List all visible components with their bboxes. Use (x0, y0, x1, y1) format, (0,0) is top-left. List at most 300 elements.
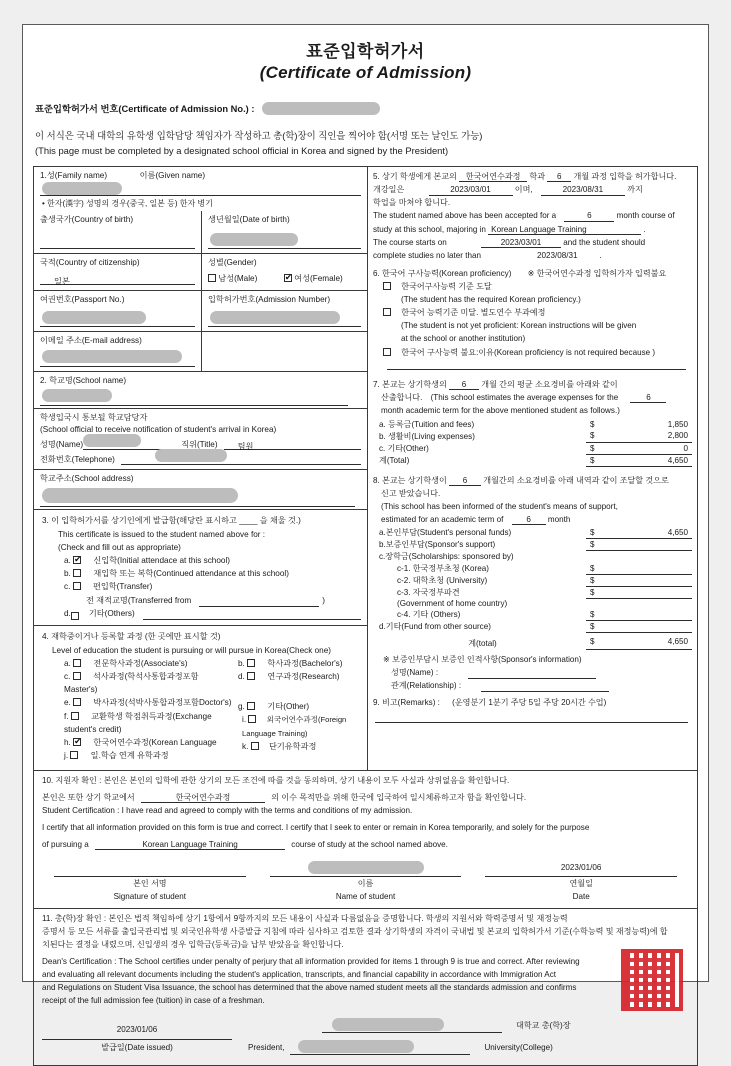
item4-label-b: 학사과정(Bachelor's) (267, 659, 343, 669)
item10-ko-2b: 의 이수 목적만을 위해 한국에 입국하여 일시체류하고자 함을 확인합니다. (271, 793, 527, 803)
item4-option-k (242, 740, 378, 753)
item4-checkbox-d[interactable] (247, 672, 255, 680)
item4-checkbox-c[interactable] (73, 672, 81, 680)
item9-remarks-input[interactable] (375, 719, 688, 723)
item8-section (373, 474, 692, 693)
item6-reason-input[interactable] (387, 366, 686, 370)
date-of-birth-cell (202, 211, 367, 253)
item6-desc-2b: at the school or another institution) (401, 334, 526, 344)
item8-sponsor-name-input[interactable] (468, 668, 596, 679)
school-address-label: 학교주소(School address) (40, 474, 134, 484)
item6-desc-2a: (The student is not yet proficient: Korean instructions will be given (401, 321, 637, 331)
item11-en-1: Dean's Certification : The School certifies under penalty of perjury that all information provided for items 1 through 9 is true and correct. After reviewing (42, 957, 580, 967)
item5-start-date[interactable]: 2023/03/01 (429, 185, 513, 195)
item8-row5-amount (602, 587, 692, 599)
header-notice (35, 129, 708, 158)
item10-name-input[interactable] (270, 862, 462, 877)
item4-label-f: 교환학생 학점취득과정(Exchange student's credit) (64, 711, 212, 734)
item7-row3-label: 계(Total) (379, 455, 410, 465)
item8-row3-label: c-1. 한국정부초청 (Korea) (397, 564, 489, 574)
family-name-label: 1.성(Family name) (40, 171, 108, 181)
item3-others-input[interactable] (143, 609, 361, 620)
item8-row7-label: c-4. 기타 (Others) (397, 610, 461, 620)
item11-univ-bottom-caption: University(College) (484, 1042, 553, 1052)
item4-key-g: g. (238, 702, 245, 712)
item8-row7-amount (602, 609, 692, 621)
item10-name-cell (258, 862, 474, 902)
item4-options-right (238, 657, 378, 753)
item7-section (373, 378, 692, 467)
item4-label-e: 박사과정(석박사통합과정포함Doctor's) (93, 698, 232, 708)
item4-key-j: j. (64, 750, 69, 760)
item5-line7 (373, 249, 692, 262)
citizenship-label: 국적(Country of citizenship) (40, 258, 140, 268)
item8-row0-currency: $ (586, 527, 602, 539)
item4-checkbox-e[interactable] (73, 698, 81, 706)
email-redacted (42, 350, 182, 363)
item8-row8-amount (602, 621, 692, 633)
school-address-redacted (42, 488, 238, 503)
left-column (34, 167, 368, 770)
item4-options-left (42, 657, 232, 762)
country-of-birth-input[interactable] (40, 235, 195, 249)
official-title-value: 팀원 (237, 442, 254, 452)
item8-en-2a: estimated for an academic term of (381, 514, 504, 524)
item3-checkbox-a[interactable] (73, 556, 81, 564)
item6-label-1-ko: 한국어구사능력 기준 도달 (401, 282, 492, 292)
table-row (373, 539, 692, 551)
gender-male-checkbox[interactable] (208, 274, 216, 282)
item7-row2-currency: $ (586, 442, 602, 454)
item11-issued-date-line (42, 1037, 232, 1040)
item5-en-3b: and the student should (563, 237, 646, 247)
item8-row7-currency: $ (586, 609, 602, 621)
item8-row0-amount: 4,650 (602, 527, 692, 539)
item4-option-j (64, 749, 232, 762)
email-empty-cell (202, 332, 367, 370)
date-of-birth-label: 생년월일(Date of birth) (208, 214, 290, 224)
item3-transferred-close: ) (322, 595, 325, 605)
item8-row2-currency (586, 551, 602, 563)
item4-key-a: a. (64, 659, 71, 669)
header-notice-en: (This page must be completed by a designated school official in Korea and signed by the President) (35, 144, 449, 156)
table-row (373, 621, 692, 633)
item8-sponsor-rel-input[interactable] (481, 681, 609, 692)
item6-heading-row (373, 267, 692, 280)
item4-key-k: k. (242, 741, 249, 751)
item9-row (373, 696, 692, 709)
item5-en-1b: month course of (616, 211, 675, 221)
item5-ko-1b: 학과 (529, 172, 546, 182)
item11-ko-3: 치된다는 결정을 내렸으며, 신입생의 경우 입학금(등록금)을 납부 받았음을 확인합니다. (42, 940, 344, 950)
school-name-input[interactable] (40, 392, 348, 406)
item10-line3 (42, 839, 689, 852)
item8-en-2b: month (547, 514, 571, 524)
item8-line1 (373, 474, 692, 487)
item5-start-date-en[interactable]: 2023/03/01 (481, 238, 561, 248)
item11-en-4: receipt of the full admission fee (tuition) in case of a freshman. (42, 995, 265, 1005)
hanja-note: • 한자(漢字) 성명의 경우(중국, 일본 등) 한자 병기 (42, 198, 213, 208)
item3-section (34, 510, 367, 626)
item4-label-j: 일.학습 연계 유학과정 (90, 750, 169, 760)
item5-months-en[interactable]: 6 (564, 211, 614, 221)
item8-row6-amount (602, 599, 692, 609)
item10-date-caption-en: Date (572, 891, 590, 901)
item10-signature-cell (42, 862, 258, 902)
item5-ko-2c: 까지 (627, 185, 643, 195)
item11-en-3: and Regulations on Student Visa Issuance, the school has determined that the above named student meets all the standards admission and confirms (42, 982, 577, 992)
item8-ko-1b: 개월간의 소요경비를 아래 내역과 같이 조달할 것으로 (483, 475, 669, 485)
item5-en-2b: . (643, 224, 646, 234)
item6-checkbox-3[interactable] (383, 348, 391, 356)
item4-checkbox-a[interactable] (73, 659, 81, 667)
item10-name-caption-ko: 이름 (357, 878, 374, 888)
item11-en-2: and evaluating all relevant documents including the student's application, transcripts, and financial capability in accordance with Immigration Act (42, 970, 556, 980)
official-phone-label: 전화번호(Telephone) (40, 454, 115, 464)
passport-redacted (42, 311, 146, 324)
item3-option-c (64, 580, 361, 593)
item5-en-1a: The student named above has been accepted for a (373, 211, 557, 221)
school-name-label: 2. 학교명(School name) (40, 375, 127, 385)
item11-issued-date-value: 2023/01/06 (116, 1024, 158, 1034)
item1-name-labels (40, 170, 361, 181)
item10-date-value: 2023/01/06 (560, 862, 602, 872)
item8-sponsor-name-row (391, 666, 692, 679)
item10-signature-input[interactable] (54, 862, 246, 877)
item5-line2 (373, 183, 692, 196)
official-name-label: 성명(Name) (40, 439, 84, 449)
page-title-english: (Certificate of Admission) (259, 63, 472, 82)
item3-label-d: 기타(Others) (88, 608, 135, 618)
table-row (373, 442, 692, 454)
date-of-birth-redacted (210, 233, 298, 246)
country-of-birth-cell (34, 211, 202, 253)
item4-key-c: c. (64, 672, 71, 682)
item11-president-name-top-input[interactable] (322, 1020, 502, 1033)
item6-checkbox-1[interactable] (383, 282, 391, 290)
item1-passport-row (34, 291, 367, 332)
item3-option-b (64, 567, 361, 580)
school-name-redacted (42, 389, 112, 402)
official-phone-input[interactable] (121, 451, 361, 465)
item4-option-d (238, 670, 378, 683)
official-label-ko: 학생입국시 통보될 학교담당자 (40, 413, 148, 423)
item7-months-ko[interactable]: 6 (449, 380, 479, 390)
official-phone-redacted (155, 449, 227, 462)
item8-support-table (373, 527, 692, 650)
item4-option-f (64, 710, 232, 736)
item10-sig-caption-en: Signature of student (113, 891, 187, 901)
item5-end-date-en[interactable]: 2023/08/31 (536, 250, 578, 260)
item3-transfer-from-row (86, 594, 361, 607)
item6-option-2 (383, 306, 692, 319)
item2-school-name-block (34, 372, 367, 409)
item4-checkbox-g[interactable] (247, 702, 255, 710)
item3-transferred-from-input[interactable] (199, 596, 319, 607)
item4-key-h: h. (64, 737, 71, 747)
item4-checkbox-k[interactable] (251, 742, 259, 750)
item6-desc-1: (The student has the required Korean proficiency.) (401, 295, 581, 305)
item3-checkbox-c[interactable] (73, 582, 81, 590)
item4-key-b: b. (238, 659, 245, 669)
item8-row4-label: c-2. 대학초청 (University) (397, 576, 488, 586)
item5-en-3a: The course starts on (373, 237, 447, 247)
item7-line1 (373, 378, 692, 391)
passport-label: 여권번호(Passport No.) (40, 294, 125, 304)
item4-heading-en: Level of education the student is pursuing or will pursue in Korea(Check one) (52, 645, 331, 655)
table-row (373, 418, 692, 430)
gender-female-label: 여성(Female) (294, 273, 343, 283)
item10-heading: 10. 지원자 확인 : 본인은 본인의 입학에 관한 상기의 모든 조건에 따를 것을 동의하며, 상기 내용이 모두 사실과 상위없음을 확인합니다. (42, 776, 510, 786)
item4-key-f: f. (64, 711, 69, 721)
item5-months-ko[interactable]: 6 (547, 172, 571, 182)
table-row (373, 551, 692, 563)
item5-line4 (373, 209, 692, 222)
seal-pattern (630, 958, 674, 1002)
official-label-en: (School official to receive notification of student's arrival in Korea) (40, 424, 277, 434)
item4-label-d: 연구과정(Research) (267, 672, 340, 682)
item5-line6 (373, 236, 692, 249)
item3-en1: This certificate is issued to the student named above for : (58, 529, 266, 539)
item10-en-3a: of pursuing a (42, 839, 89, 849)
item11-president-top-redacted (332, 1018, 444, 1031)
item3-key-c: c. (64, 582, 71, 592)
school-address-input[interactable] (40, 493, 355, 507)
item8-line2: 신고 받았습니다. (381, 488, 441, 498)
item6-label-3-ko: 한국어 구사능력 불요:이유(Korean proficiency is not required because ) (401, 347, 656, 357)
gender-options (208, 272, 361, 286)
item11-president-label: President, (248, 1042, 285, 1052)
table-row (373, 587, 692, 599)
citizenship-input[interactable] (40, 271, 195, 285)
item4-option-a (64, 657, 232, 670)
item5-end-date[interactable]: 2023/08/31 (541, 185, 625, 195)
table-row (373, 430, 692, 442)
item1-citizenship-row (34, 254, 367, 291)
item3-heading: 3. 이 입학허가서를 상기인에게 발급함(해당란 표시하고 ____ 을 채울 것.) (42, 515, 301, 525)
item6-note: ※ 한국어연수과정 입학허가자 입력불요 (527, 268, 667, 278)
item9-section (373, 696, 692, 723)
country-of-birth-label: 출생국가(Country of birth) (40, 214, 134, 224)
item6-label-2-ko: 한국어 능력기준 미달. 별도연수 부과예정 (401, 308, 546, 318)
item7-ko-1a: 7. 본교는 상기학생의 (373, 379, 447, 389)
item7-months-en[interactable]: 6 (630, 393, 666, 403)
item5-major-en[interactable]: Korean Language Training (488, 225, 641, 235)
item10-date-caption-ko: 연월일 (569, 878, 593, 888)
item3-en2: (Check and fill out as appropriate) (58, 543, 181, 553)
item4-checkbox-f[interactable] (71, 712, 79, 720)
item11-ko-2: 증명서 등 모든 서류를 출입국관리법 및 외국인유학생 사증발급 지침에 따라 심사하고 검토한 결과 상기학생의 자격이 국내법 및 본교의 입학허가서 기준(수학능력 및 재정능력)에 합 (42, 927, 668, 937)
item5-line5 (373, 223, 692, 236)
item10-name-redacted (308, 861, 424, 874)
table-row (373, 575, 692, 587)
item7-row2-label: c. 기타(Other) (379, 443, 429, 453)
item9-value: (운영분기 1분기 주당 5일 주당 20시간 수업) (452, 698, 607, 708)
item6-section (373, 267, 692, 370)
item11-signature-row (42, 1020, 689, 1055)
gender-female-checkbox[interactable] (284, 274, 292, 282)
family-name-input[interactable] (40, 182, 168, 196)
item4-checkbox-j[interactable] (70, 751, 78, 759)
item6-heading: 6. 한국어 구사능력(Korean proficiency) (373, 268, 512, 278)
item10-en-2: I certify that all information provided on this form is true and correct. I certify that I seek to enter or remain in Korea temporarily, and solely for the purpose (42, 822, 590, 832)
item4-key-e: e. (64, 698, 71, 708)
certificate-number-value-redacted (262, 102, 380, 115)
item4-option-c (64, 670, 232, 696)
item4-key-d: d. (238, 672, 245, 682)
item3-label-a: 신입학(Initial attendace at this school) (93, 556, 230, 566)
item8-row1-label: b.보증인부담(Sponsor's support) (379, 540, 496, 550)
item3-key-a: a. (64, 556, 71, 566)
item10-en-1: Student Certification : I have read and agreed to comply with the terms and conditions of my admission. (42, 805, 413, 815)
item1-birth-row (34, 211, 367, 254)
admission-number-redacted (210, 311, 340, 324)
item8-line3: (This school has been informed of the student's means of support, (381, 501, 618, 511)
item10-course-ko[interactable]: 한국어연수과정 (141, 793, 265, 803)
item8-row8-currency: $ (586, 621, 602, 633)
item3-label-b: 재입학 또는 복학(Continued attendance at this school) (93, 569, 289, 579)
item1-email-row (34, 332, 367, 371)
item7-expense-table (373, 418, 692, 467)
item4-option-g (238, 700, 378, 713)
admission-number-cell (202, 291, 367, 331)
item8-row1-amount (602, 539, 692, 551)
official-name-redacted (83, 434, 141, 447)
item4-checkbox-h[interactable] (73, 738, 81, 746)
item8-total-currency: $ (586, 633, 602, 650)
item10-name-caption-en: Name of student (335, 891, 396, 901)
item11-section (33, 909, 698, 1066)
gender-cell (202, 254, 367, 290)
admission-number-label: 입학허가번호(Admission Number) (208, 294, 331, 304)
item8-sponsor-note: ※ 보증인부담시 보증인 인적사항(Sponsor's information) (383, 654, 582, 664)
item8-row2-amount (602, 551, 692, 563)
item7-line2 (381, 391, 692, 404)
item7-row3-currency: $ (586, 454, 602, 466)
item10-course-en[interactable]: Korean Language Training (95, 840, 285, 850)
given-name-label: 이름(Given name) (139, 171, 206, 181)
item5-ko-2a: 개강일은 (373, 185, 405, 195)
header-notice-ko: 이 서식은 국내 대학의 유학생 입학담당 책임자가 작성하고 총(학)장이 직인을 찍어야 함(서명 또는 날인도 가능) (35, 130, 483, 141)
email-label: 이메일 주소(E-mail address) (40, 336, 142, 346)
item4-label-k: 단기유학과정 (268, 741, 317, 751)
item4-heading-ko: 4. 재학중이거나 등록할 과정 (한 곳에만 표시할 것) (42, 631, 221, 641)
table-row (373, 454, 692, 466)
item8-sponsor-rel-row (391, 679, 692, 692)
item8-row5-label: c-3. 자국정부파견 (397, 588, 460, 598)
item4-checkbox-b[interactable] (247, 659, 255, 667)
item4-label-i: 외국어연수과정(Foreign Language Training) (242, 715, 347, 738)
date-of-birth-input[interactable] (208, 235, 361, 249)
item10-date-input[interactable] (485, 862, 677, 877)
item5-major-ko[interactable]: 한국어연수과정 (459, 172, 527, 182)
item8-row4-currency: $ (586, 575, 602, 587)
item8-row3-currency: $ (586, 563, 602, 575)
email-input[interactable] (40, 353, 195, 367)
item5-ko-1a: 5. 상기 학생에게 본교의 (373, 172, 457, 182)
item6-checkbox-2[interactable] (383, 308, 391, 316)
item4-options-grid (42, 657, 361, 762)
item8-total-label: 계(total) (468, 638, 497, 648)
item11-president-redacted (298, 1040, 414, 1053)
item11-issued-date-cell (42, 1024, 232, 1055)
item4-checkbox-i[interactable] (248, 715, 256, 723)
item8-row0-label: a.본인부담(Student's personal funds) (379, 528, 512, 538)
item4-option-b (238, 657, 378, 670)
item8-row8-label: d.기타(Fund from other source) (379, 622, 491, 632)
page-title: 표준입학허가서 (306, 42, 425, 61)
item7-row2-amount: 0 (602, 442, 692, 454)
table-row (373, 563, 692, 575)
item10-en-3b: course of study at the school named above. (291, 839, 448, 849)
item7-row1-amount: 2,800 (602, 430, 692, 442)
item3-key-d: d. (64, 608, 71, 618)
item8-months-en[interactable]: 6 (512, 515, 546, 525)
certificate-number-row (35, 101, 708, 115)
certificate-document (22, 24, 709, 1052)
item5-en-4a: complete studies no later than (373, 250, 481, 260)
item8-total-amount: 4,650 (602, 633, 692, 650)
passport-input[interactable] (40, 313, 195, 327)
item6-option-3 (383, 346, 692, 359)
item8-months-ko[interactable]: 6 (449, 476, 481, 486)
item5-line1 (373, 170, 692, 183)
item11-president-cell (248, 1020, 689, 1055)
item5-ko-1c: 개월 과정 입학을 허가합니다. (573, 172, 677, 182)
main-columns (33, 166, 698, 770)
table-row (373, 633, 692, 650)
certificate-number-label: 표준입학허가서 번호(Certificate of Admission No.) : (35, 104, 255, 114)
item9-label: 9. 비고(Remarks) : (373, 698, 440, 708)
item5-line3: 학업을 마쳐야 합니다. (373, 198, 451, 208)
official-seal-stamp (621, 949, 683, 1011)
item3-checkbox-d[interactable] (71, 612, 79, 620)
item5-en-4b: . (599, 250, 602, 260)
item8-row3-amount (602, 563, 692, 575)
item1-name-block (34, 167, 367, 210)
item11-president-name-input[interactable] (290, 1042, 470, 1055)
given-name-input[interactable] (168, 182, 361, 196)
item4-label-a: 전문학사과정(Associate's) (93, 659, 188, 669)
official-title-input[interactable] (224, 436, 361, 450)
item11-univ-top-caption: 대학교 총(학)장 (516, 1020, 571, 1030)
item10-date-cell (473, 862, 689, 902)
item10-sig-caption-ko: 본인 서명 (133, 878, 167, 888)
passport-cell (34, 291, 202, 331)
official-title-label: 직위(Title) (181, 439, 218, 449)
item2-official-block (34, 409, 367, 470)
item7-row1-currency: $ (586, 430, 602, 442)
item4-label-g: 기타(Other) (267, 702, 310, 712)
item10-line2 (42, 792, 689, 805)
citizenship-cell (34, 254, 202, 290)
item3-option-a (64, 554, 361, 567)
item8-sponsor-name-label: 성명(Name) : (391, 668, 439, 678)
item7-row0-amount: 1,850 (667, 419, 688, 429)
item7-row0-label: a. 등록금(Tuition and fees) (379, 419, 475, 429)
item3-key-b: b. (64, 569, 71, 579)
item4-section (34, 626, 367, 770)
item4-key-i: i. (242, 715, 247, 725)
item3-checkbox-b[interactable] (73, 569, 81, 577)
item4-label-h: 한국어연수과정(Korean Language (93, 737, 217, 747)
admission-number-input[interactable] (208, 313, 361, 327)
item7-line3: month academic term for the above mentioned student as follows.) (381, 405, 620, 415)
item11-ko-1: 11. 총(학)장 확인 : 본인은 법적 책임하에 상기 1항에서 9항까지의 모든 내용이 사실과 다름없음을 증명합니다. 학생의 지원서와 학력증명서 및 재정능력 (42, 914, 568, 924)
item7-ko-2: 산출합니다. (381, 392, 423, 402)
official-name-input[interactable] (83, 436, 163, 450)
item7-row3-amount: 4,650 (602, 454, 692, 466)
